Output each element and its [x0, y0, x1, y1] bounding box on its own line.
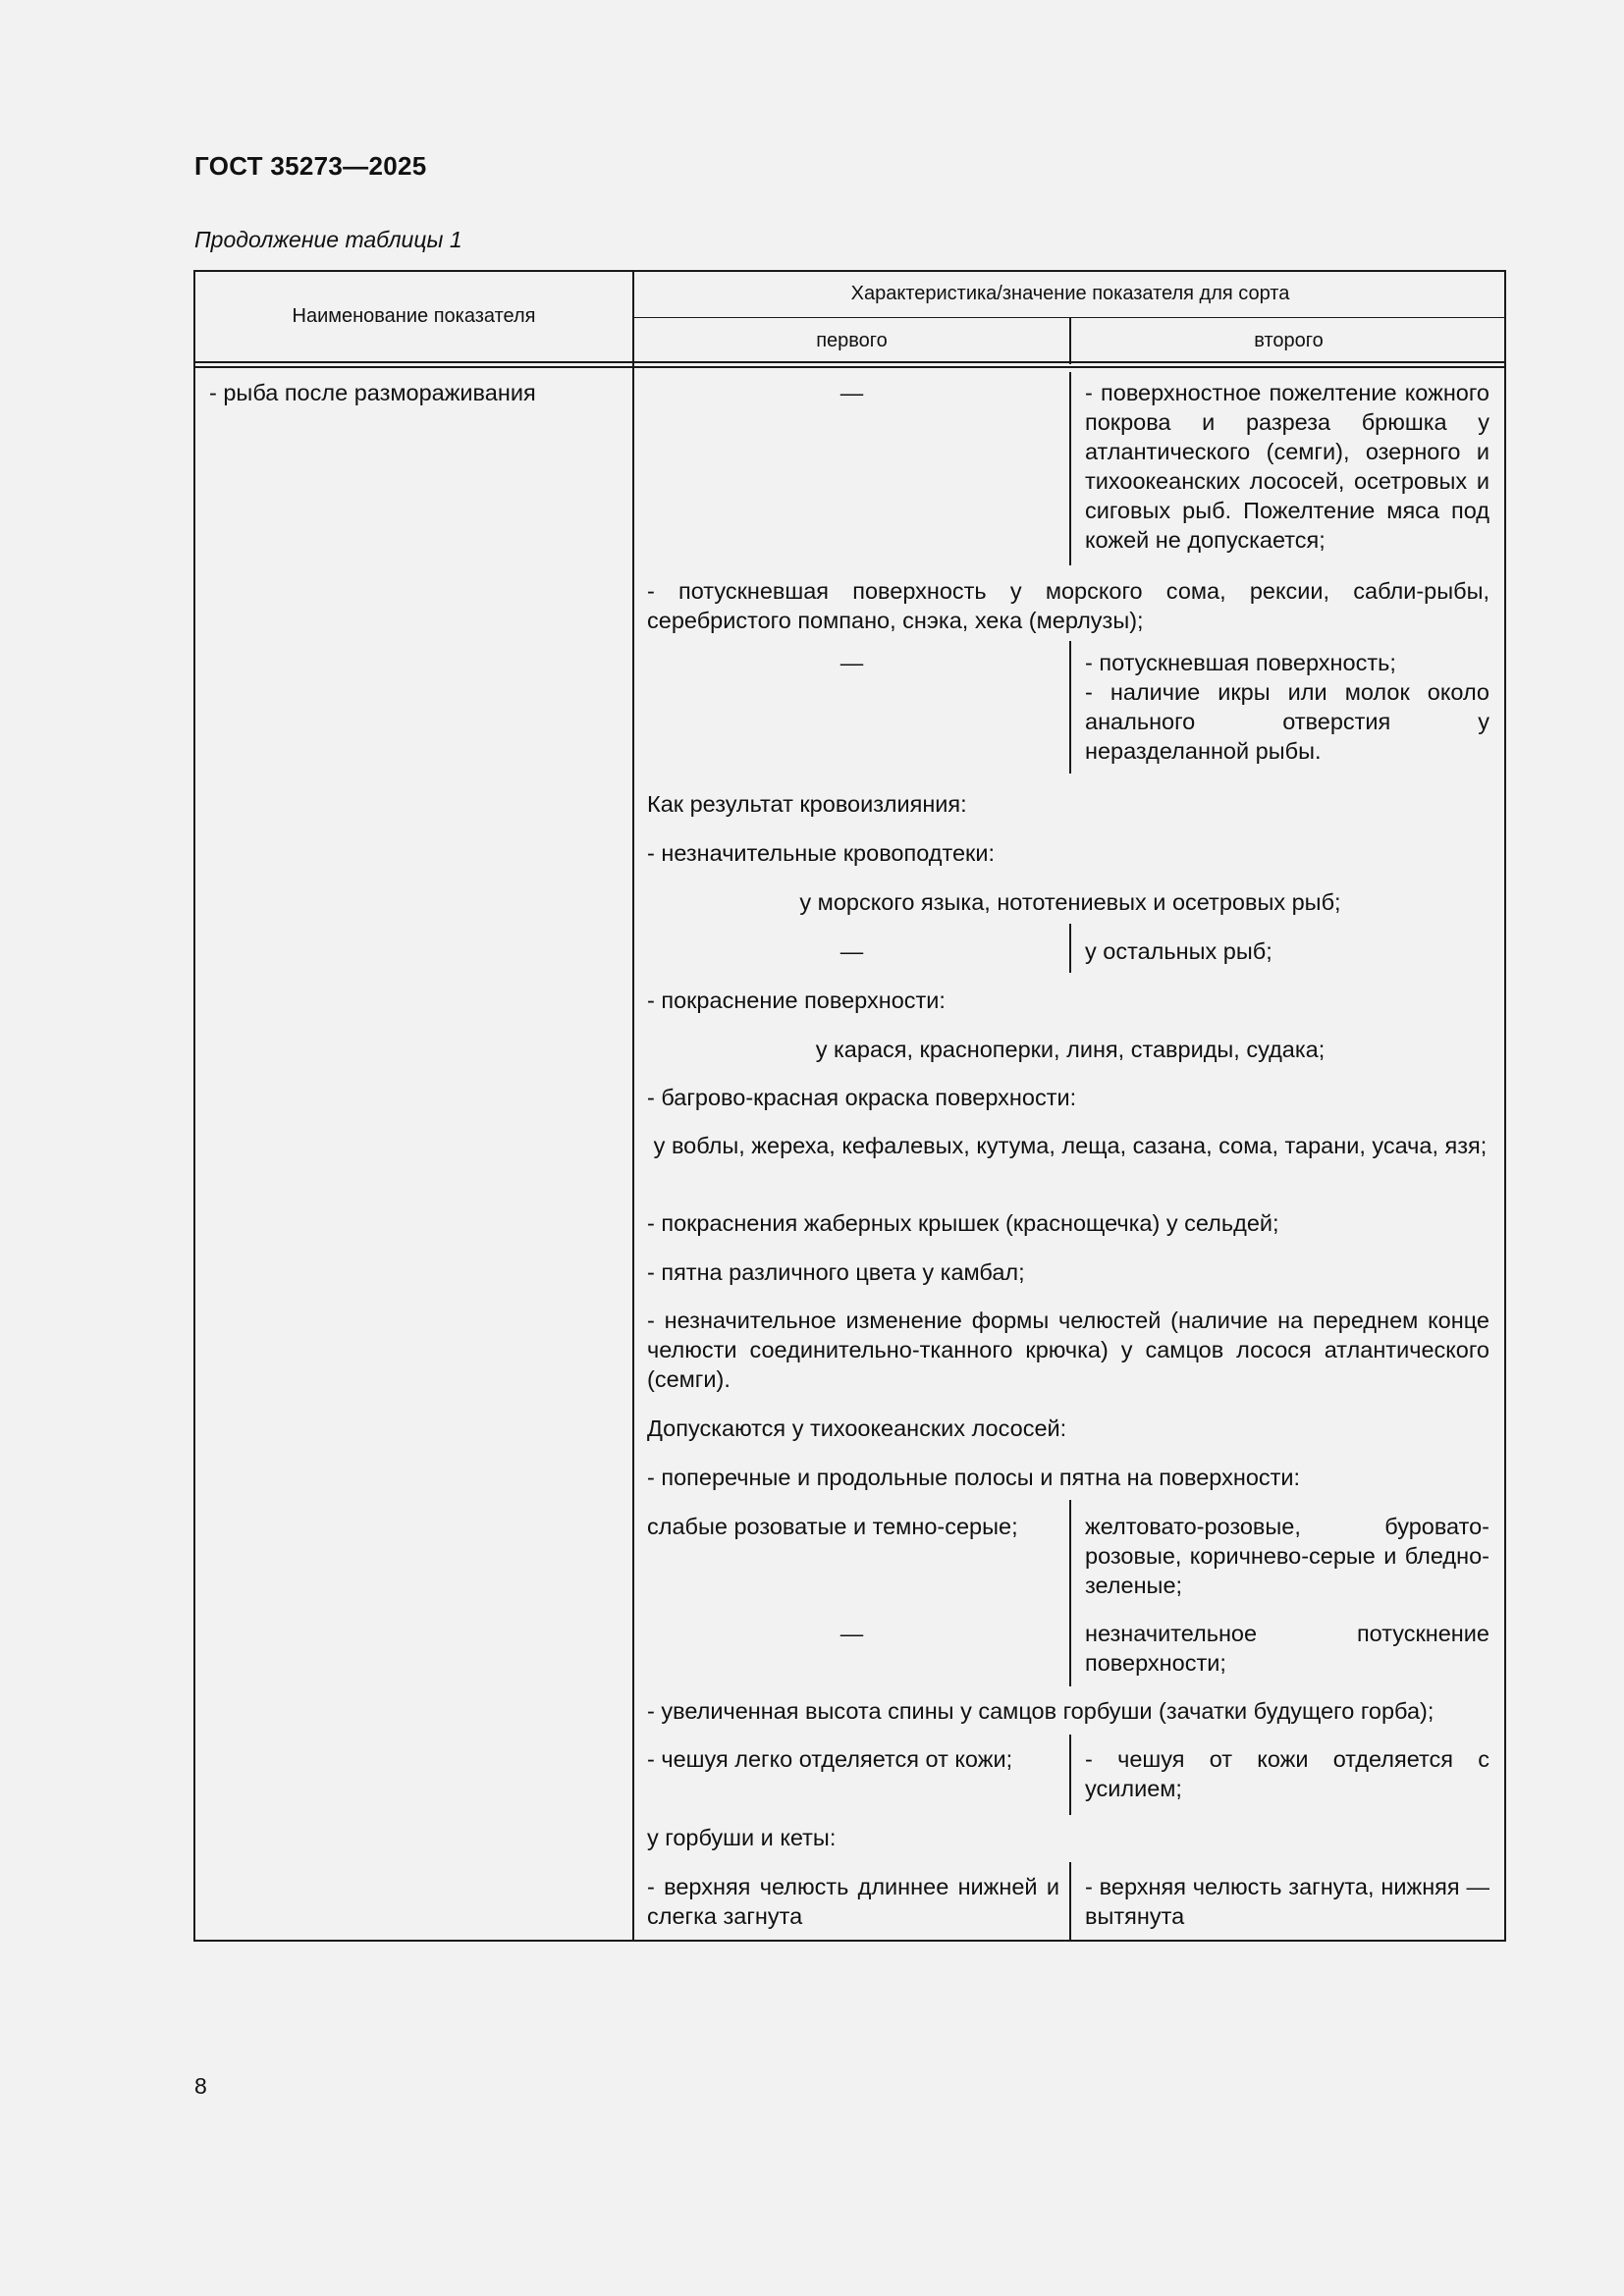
r22-second: - верхняя челюсть загнута, нижняя — вытянута — [1085, 1874, 1489, 1929]
r14-span: - незначительное изменение формы челюстей (наличие на переднем конце челюсти соединительно-тканного крючка) у самцов лосося атлантического (семги). — [647, 1308, 1489, 1392]
r17-first: слабые розоватые и темно-серые; — [647, 1514, 1018, 1539]
page-number: 8 — [194, 2073, 207, 2099]
split-divider-r1 — [1069, 372, 1071, 565]
r17-second: желтовато-розовые, буровато-розовые, коричнево-серые и бледно-зеленые; — [1085, 1514, 1489, 1598]
r21-span: у горбуши и кеты: — [647, 1825, 837, 1850]
r19-span: - увеличенная высота спины у самцов горбуши (зачатки будущего горба); — [647, 1698, 1435, 1724]
r1-first: — — [839, 380, 864, 405]
r12-span: - покраснения жаберных крышек (краснощечка) у сельдей; — [647, 1210, 1279, 1236]
r3-second: - потускневшая поверхность; - наличие икры или молок около анального отверстия у неразделанной рыбы. — [1085, 650, 1489, 764]
r13-span: - пятна различного цвета у камбал; — [647, 1259, 1025, 1285]
split-divider-r20 — [1069, 1735, 1071, 1815]
r8-span: - покраснение поверхности: — [647, 988, 946, 1013]
header-bottom-line-1 — [195, 361, 1506, 363]
r11-span: у воблы, жереха, кефалевых, кутума, леща, сазана, сома, тарани, усача, язя; — [653, 1133, 1488, 1158]
r7-first: — — [839, 938, 864, 964]
r16-span: - поперечные и продольные полосы и пятна на поверхности: — [647, 1465, 1301, 1490]
r6-span: у морского языка, нототениевых и осетровых рыб; — [799, 889, 1341, 915]
r20-second: - чешуя от кожи отделяется с усилием; — [1085, 1746, 1489, 1801]
document-code: ГОСТ 35273—2025 — [194, 151, 427, 181]
r1-second: - поверхностное пожелтение кожного покрова и разреза брюшка у атлантического (семги), озерного и тихоокеанских лососей, осетровых и сиговых рыб. Пожелтение мяса под кожей не допускается; — [1085, 380, 1489, 553]
r18-second: незначительное потускнение поверхности; — [1085, 1621, 1489, 1676]
row-label-thawed-fish: - рыба после размораживания — [209, 380, 536, 405]
r4-span: Как результат кровоизлияния: — [647, 791, 967, 817]
split-divider-r3 — [1069, 641, 1071, 774]
r7-second: у остальных рыб; — [1085, 938, 1272, 964]
header-group-column: Характеристика/значение показателя для сорта — [850, 283, 1290, 304]
r15-span: Допускаются у тихоокеанских лососей: — [647, 1415, 1067, 1441]
header-name-column: Наименование показателя — [292, 305, 536, 327]
r22-first: - верхняя челюсть длиннее нижней и слегка загнута — [647, 1874, 1059, 1929]
col-divider-1 — [632, 272, 634, 1940]
characteristics-table — [193, 270, 1506, 1942]
r10-span: - багрово-красная окраска поверхности: — [647, 1085, 1077, 1110]
header-sub-divider — [632, 317, 1506, 318]
table-continuation-caption: Продолжение таблицы 1 — [194, 227, 462, 252]
split-divider-r22 — [1069, 1862, 1071, 1940]
r9-span: у карася, красноперки, линя, ставриды, судака; — [815, 1037, 1326, 1062]
r5-span: - незначительные кровоподтеки: — [647, 840, 995, 866]
header-bottom-line-2 — [195, 366, 1506, 368]
split-divider-r7 — [1069, 924, 1071, 973]
split-divider-r17 — [1069, 1500, 1071, 1686]
r3-first: — — [839, 650, 864, 675]
r20-first: - чешуя легко отделяется от кожи; — [647, 1746, 1013, 1772]
header-second-grade: второго — [1254, 330, 1324, 351]
r18-first: — — [839, 1621, 864, 1646]
r2-span: - потускневшая поверхность у морского сома, рексии, сабли-рыбы, серебристого помпано, снэка, хека (мерлузы); — [647, 578, 1489, 633]
header-first-grade: первого — [816, 330, 888, 351]
